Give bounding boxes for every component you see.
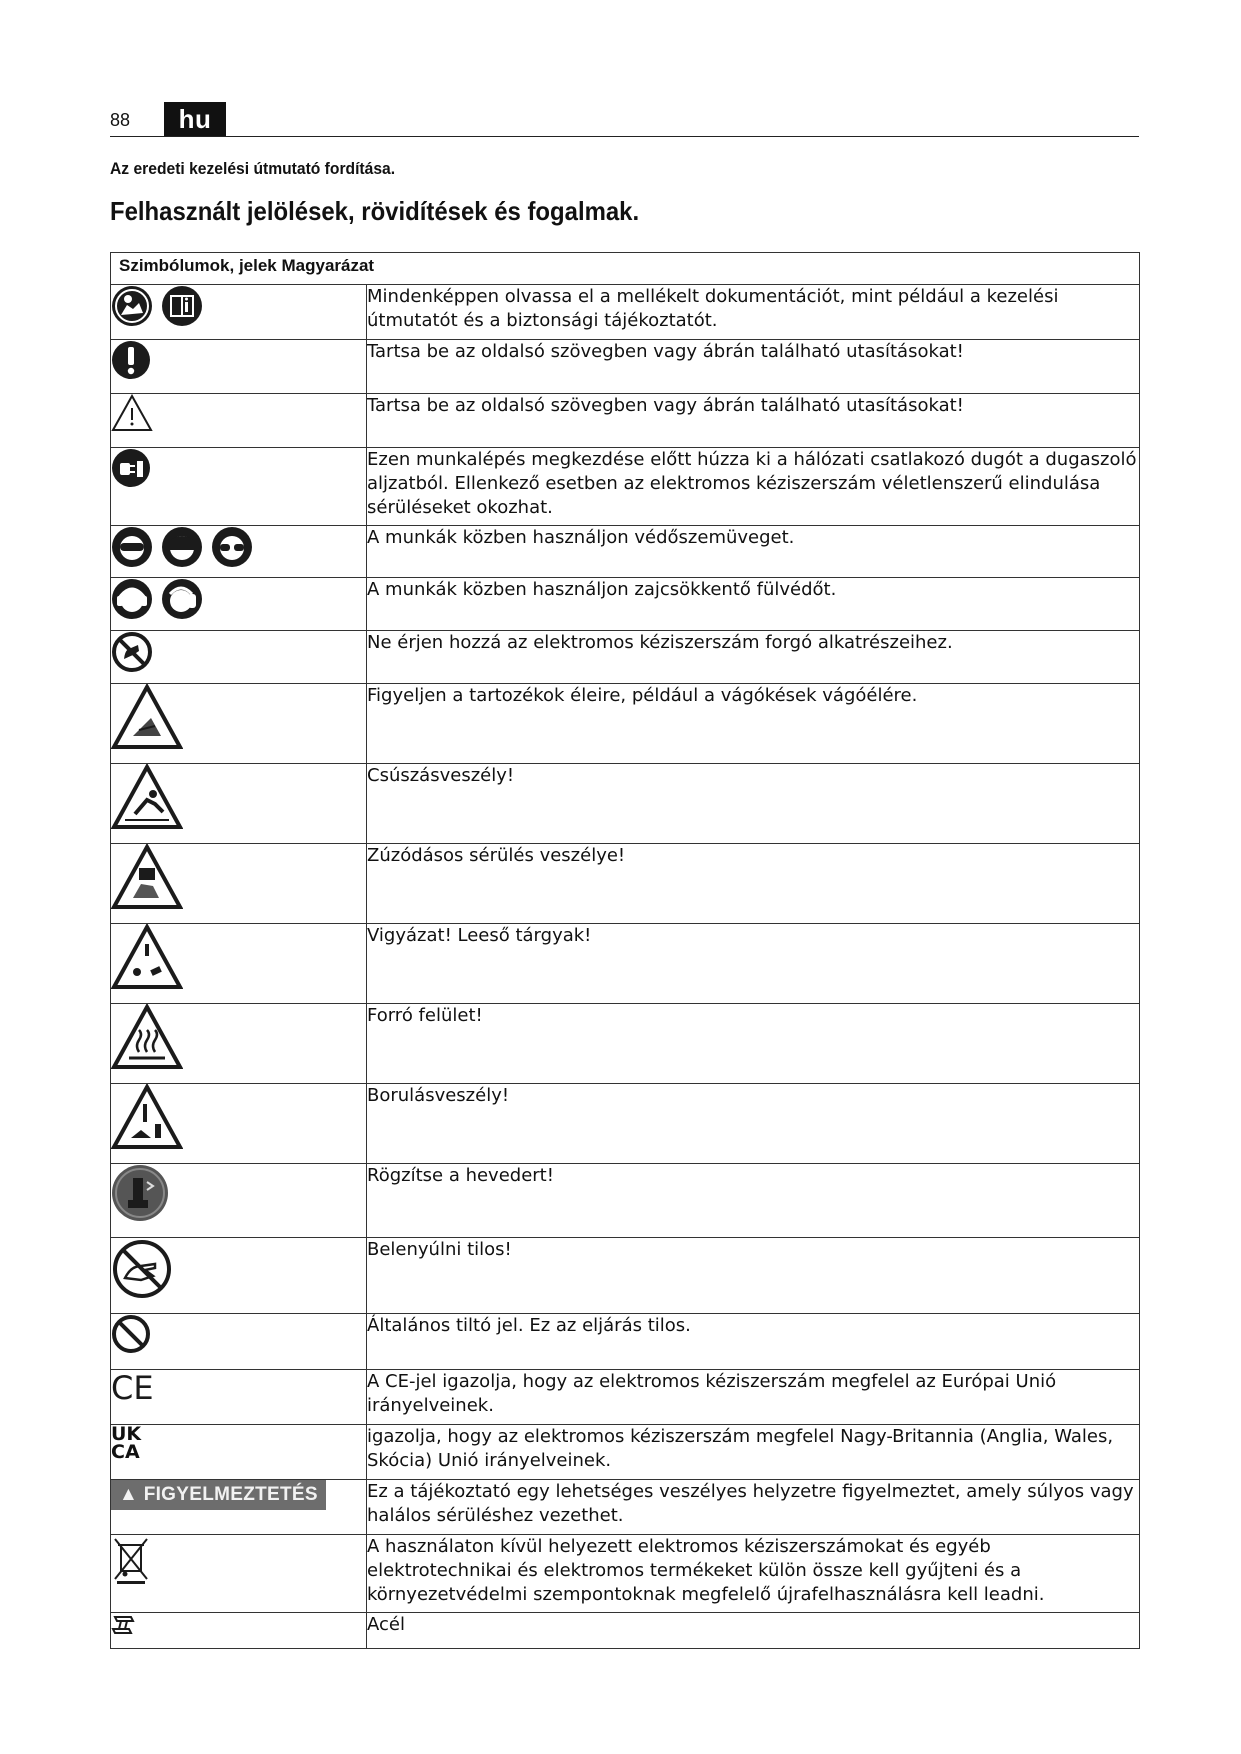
table-row	[111, 1425, 1140, 1480]
table-row	[111, 1004, 1140, 1084]
table-row	[111, 394, 1140, 448]
row-text: Tartsa be az oldalsó szövegben vagy ábrán található utasításokat!	[367, 340, 1140, 394]
page-number: 88	[110, 110, 131, 130]
ukca-mark-icon	[111, 1425, 141, 1461]
row-text: Rögzítse a hevedert!	[367, 1164, 1140, 1238]
warning-label-text: FIGYELMEZTETÉS	[143, 1484, 318, 1505]
row-text: Forró felület!	[367, 1004, 1140, 1084]
row-text: Ez a tájékoztató egy lehetséges veszélyes helyzetre figyelmeztet, amely súlyos vagy halálos sérüléshez vezethet.	[367, 1480, 1140, 1535]
table-row	[111, 285, 1140, 340]
prohibition-icon	[111, 1314, 151, 1354]
table-row	[111, 526, 1140, 578]
goggles-icon	[111, 526, 153, 568]
table-row	[111, 684, 1140, 764]
row-text: Vigyázat! Leeső tárgyak!	[367, 924, 1140, 1004]
explanation-column-header: Magyarázat	[281, 256, 375, 275]
table-row	[111, 844, 1140, 924]
row-text: igazolja, hogy az elektromos kéziszerszám megfelel Nagy-Britannia (Anglia, Wales, Skócia) Unió irányelveinek.	[367, 1425, 1140, 1480]
row-text: Figyeljen a tartozékok éleire, például a vágókések vágóélére.	[367, 684, 1140, 764]
table-row	[111, 578, 1140, 631]
read-manual-icon	[111, 285, 153, 327]
crush-hazard-icon	[111, 844, 183, 910]
steel-material-icon	[111, 1613, 137, 1637]
fasten-strap-icon	[111, 1164, 169, 1222]
ear-muffs-icon	[161, 578, 203, 620]
language-badge: hu	[164, 102, 226, 136]
exclamation-icon	[111, 340, 151, 380]
row-text: Általános tiltó jel. Ez az eljárás tilos.	[367, 1314, 1140, 1370]
warning-label-icon: ▲ FIGYELMEZTETÉS	[111, 1480, 326, 1510]
symbols-table	[110, 252, 1140, 1649]
header-rule	[110, 136, 1139, 137]
no-touch-rotating-parts-icon	[111, 631, 153, 673]
table-row	[111, 1613, 1140, 1649]
table-header	[111, 253, 1140, 285]
table-row	[111, 1535, 1140, 1613]
ce-mark-icon	[111, 1370, 155, 1404]
symbols-column-header: Szimbólumok, jelek	[119, 256, 277, 275]
table-header-row	[111, 253, 1140, 285]
table-row	[111, 448, 1140, 526]
table-row	[111, 764, 1140, 844]
row-text: A CE-jel igazolja, hogy az elektromos kéziszerszám megfelel az Európai Unió irányelveinek.	[367, 1370, 1140, 1425]
table-row	[111, 1084, 1140, 1164]
row-text: Borulásveszély!	[367, 1084, 1140, 1164]
table-row	[111, 1314, 1140, 1370]
table-row	[111, 1370, 1140, 1425]
slip-hazard-icon	[111, 764, 183, 830]
document-subtitle: Az eredeti kezelési útmutató fordítása.	[110, 159, 396, 178]
row-text: A munkák közben használjon zajcsökkentő fülvédőt.	[367, 578, 1140, 631]
table-row	[111, 1164, 1140, 1238]
table-row	[111, 631, 1140, 684]
table-row	[111, 924, 1140, 1004]
row-text: Mindenképpen olvassa el a mellékelt dokumentációt, mint például a kezelési útmutatót és a biztonsági tájékoztatót.	[367, 285, 1140, 340]
tipping-hazard-icon	[111, 1084, 183, 1150]
page-title: Felhasznált jelölések, rövidítések és fogalmak.	[110, 196, 640, 226]
hot-surface-icon	[111, 1004, 183, 1070]
ce-mark-text: CE	[111, 1370, 154, 1404]
row-text: Zúzódásos sérülés veszélye!	[367, 844, 1140, 924]
row-text: Ezen munkalépés megkezdése előtt húzza ki a hálózati csatlakozó dugót a dugaszoló aljzatból. Ellenkező esetben az elektromos kéziszerszám véletlenszerű elindulása sérüléseket okozhat.	[367, 448, 1140, 526]
row-text: Ne érjen hozzá az elektromos kéziszerszám forgó alkatrészeihez.	[367, 631, 1140, 684]
ukca-mark-uk: UK	[111, 1423, 142, 1445]
face-shield-icon	[161, 526, 203, 568]
ukca-mark-ca: CA	[111, 1441, 140, 1463]
row-text: Csúszásveszély!	[367, 764, 1140, 844]
row-text: Acél	[367, 1613, 1140, 1649]
table-row	[111, 340, 1140, 394]
safety-glasses-icon	[211, 526, 253, 568]
warning-triangle-icon	[111, 394, 153, 432]
info-book-icon	[161, 285, 203, 327]
ear-protection-icon	[111, 578, 153, 620]
weee-bin-icon	[111, 1535, 151, 1585]
row-text: A használaton kívül helyezett elektromos kéziszerszámokat és egyéb elektrotechnikai és elektromos termékeket külön össze kell gyűjteni és a környezetvédelmi szempontoknak megfelelő újrafelhasználásra kell leadni.	[367, 1535, 1140, 1613]
unplug-icon	[111, 448, 151, 488]
no-reaching-in-icon	[111, 1238, 173, 1300]
sharp-edges-warning-icon	[111, 684, 183, 750]
row-text: Belenyúlni tilos!	[367, 1238, 1140, 1314]
table-row	[111, 1238, 1140, 1314]
row-text: A munkák közben használjon védőszemüveget.	[367, 526, 1140, 578]
falling-objects-icon	[111, 924, 183, 990]
row-text: Tartsa be az oldalsó szövegben vagy ábrán található utasításokat!	[367, 394, 1140, 448]
table-row	[111, 1480, 1140, 1535]
